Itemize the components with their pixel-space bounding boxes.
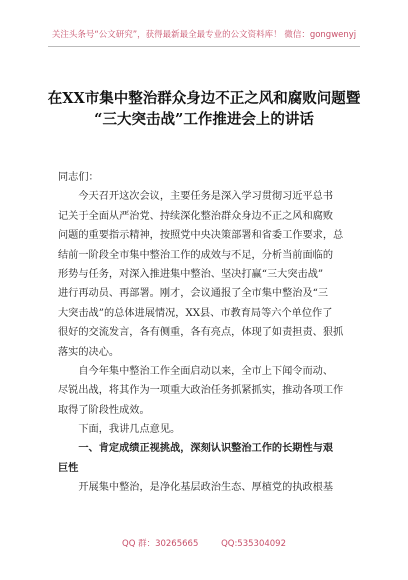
header-divider: [48, 46, 360, 47]
body-line: 取得了阶段性成效。: [58, 404, 150, 416]
footer-qq-group: QQ 群：30265665: [122, 539, 199, 549]
document-body: [58, 168, 356, 498]
footer-qq-number: QQ:535304092: [221, 539, 286, 549]
body-line: 记关于全面从严治党、持续深化整治群众身边不正之风和腐败: [58, 210, 334, 222]
body-line: 下面，我讲几点意见。: [58, 424, 181, 436]
body-line: 自今年集中整治工作全面启动以来，全市上下闻令而动、: [58, 365, 334, 377]
footer-contact: [0, 537, 408, 549]
section-heading-line: 一、肯定成绩正视挑战，深刻认识整治工作的长期性与艰: [58, 442, 334, 455]
header-banner: 关注头条号“公文研究”，获得最新最全最专业的公文资料库！ 微信：gongwenyj: [51, 30, 357, 40]
body-line: 问题的重要指示精神，按照党中央决策部署和省委工作要求，总: [58, 230, 344, 242]
section-heading-line: 巨性: [58, 461, 79, 474]
body-line: 开展集中整治，是净化基层政治生态、厚植党的执政根基: [58, 482, 334, 494]
body-line: 今天召开这次会议，主要任务是深入学习贯彻习近平总书: [58, 191, 334, 203]
body-line: 结前一阶段全市集中整治工作的成效与不足，分析当前面临的: [58, 249, 334, 261]
body-line: 尽锐出战，将其作为一项重大政治任务抓紧抓实，推动各项工作: [58, 385, 344, 397]
body-line: 落实的决心。: [58, 346, 120, 358]
body-line: 大突击战”的总体进展情况，XX县、市教育局等六个单位作了: [58, 307, 333, 319]
body-line: 很好的交流发言，各有侧重，各有亮点，体现了如责担责、狠抓: [58, 327, 344, 339]
title-line-2: “三大突击战”工作推进会上的讲话: [94, 111, 314, 128]
document-title: [40, 88, 368, 130]
body-line: 进行再动员、再部署。刚才，会议通报了全市集中整治及“三: [58, 288, 329, 300]
body-line: 形势与任务，对深入推进集中整治、坚决打赢“三大突击战”: [58, 268, 324, 280]
title-line-1: 在XX市集中整治群众身边不正之风和腐败问题暨: [47, 90, 361, 107]
body-line: 同志们：: [58, 172, 99, 183]
